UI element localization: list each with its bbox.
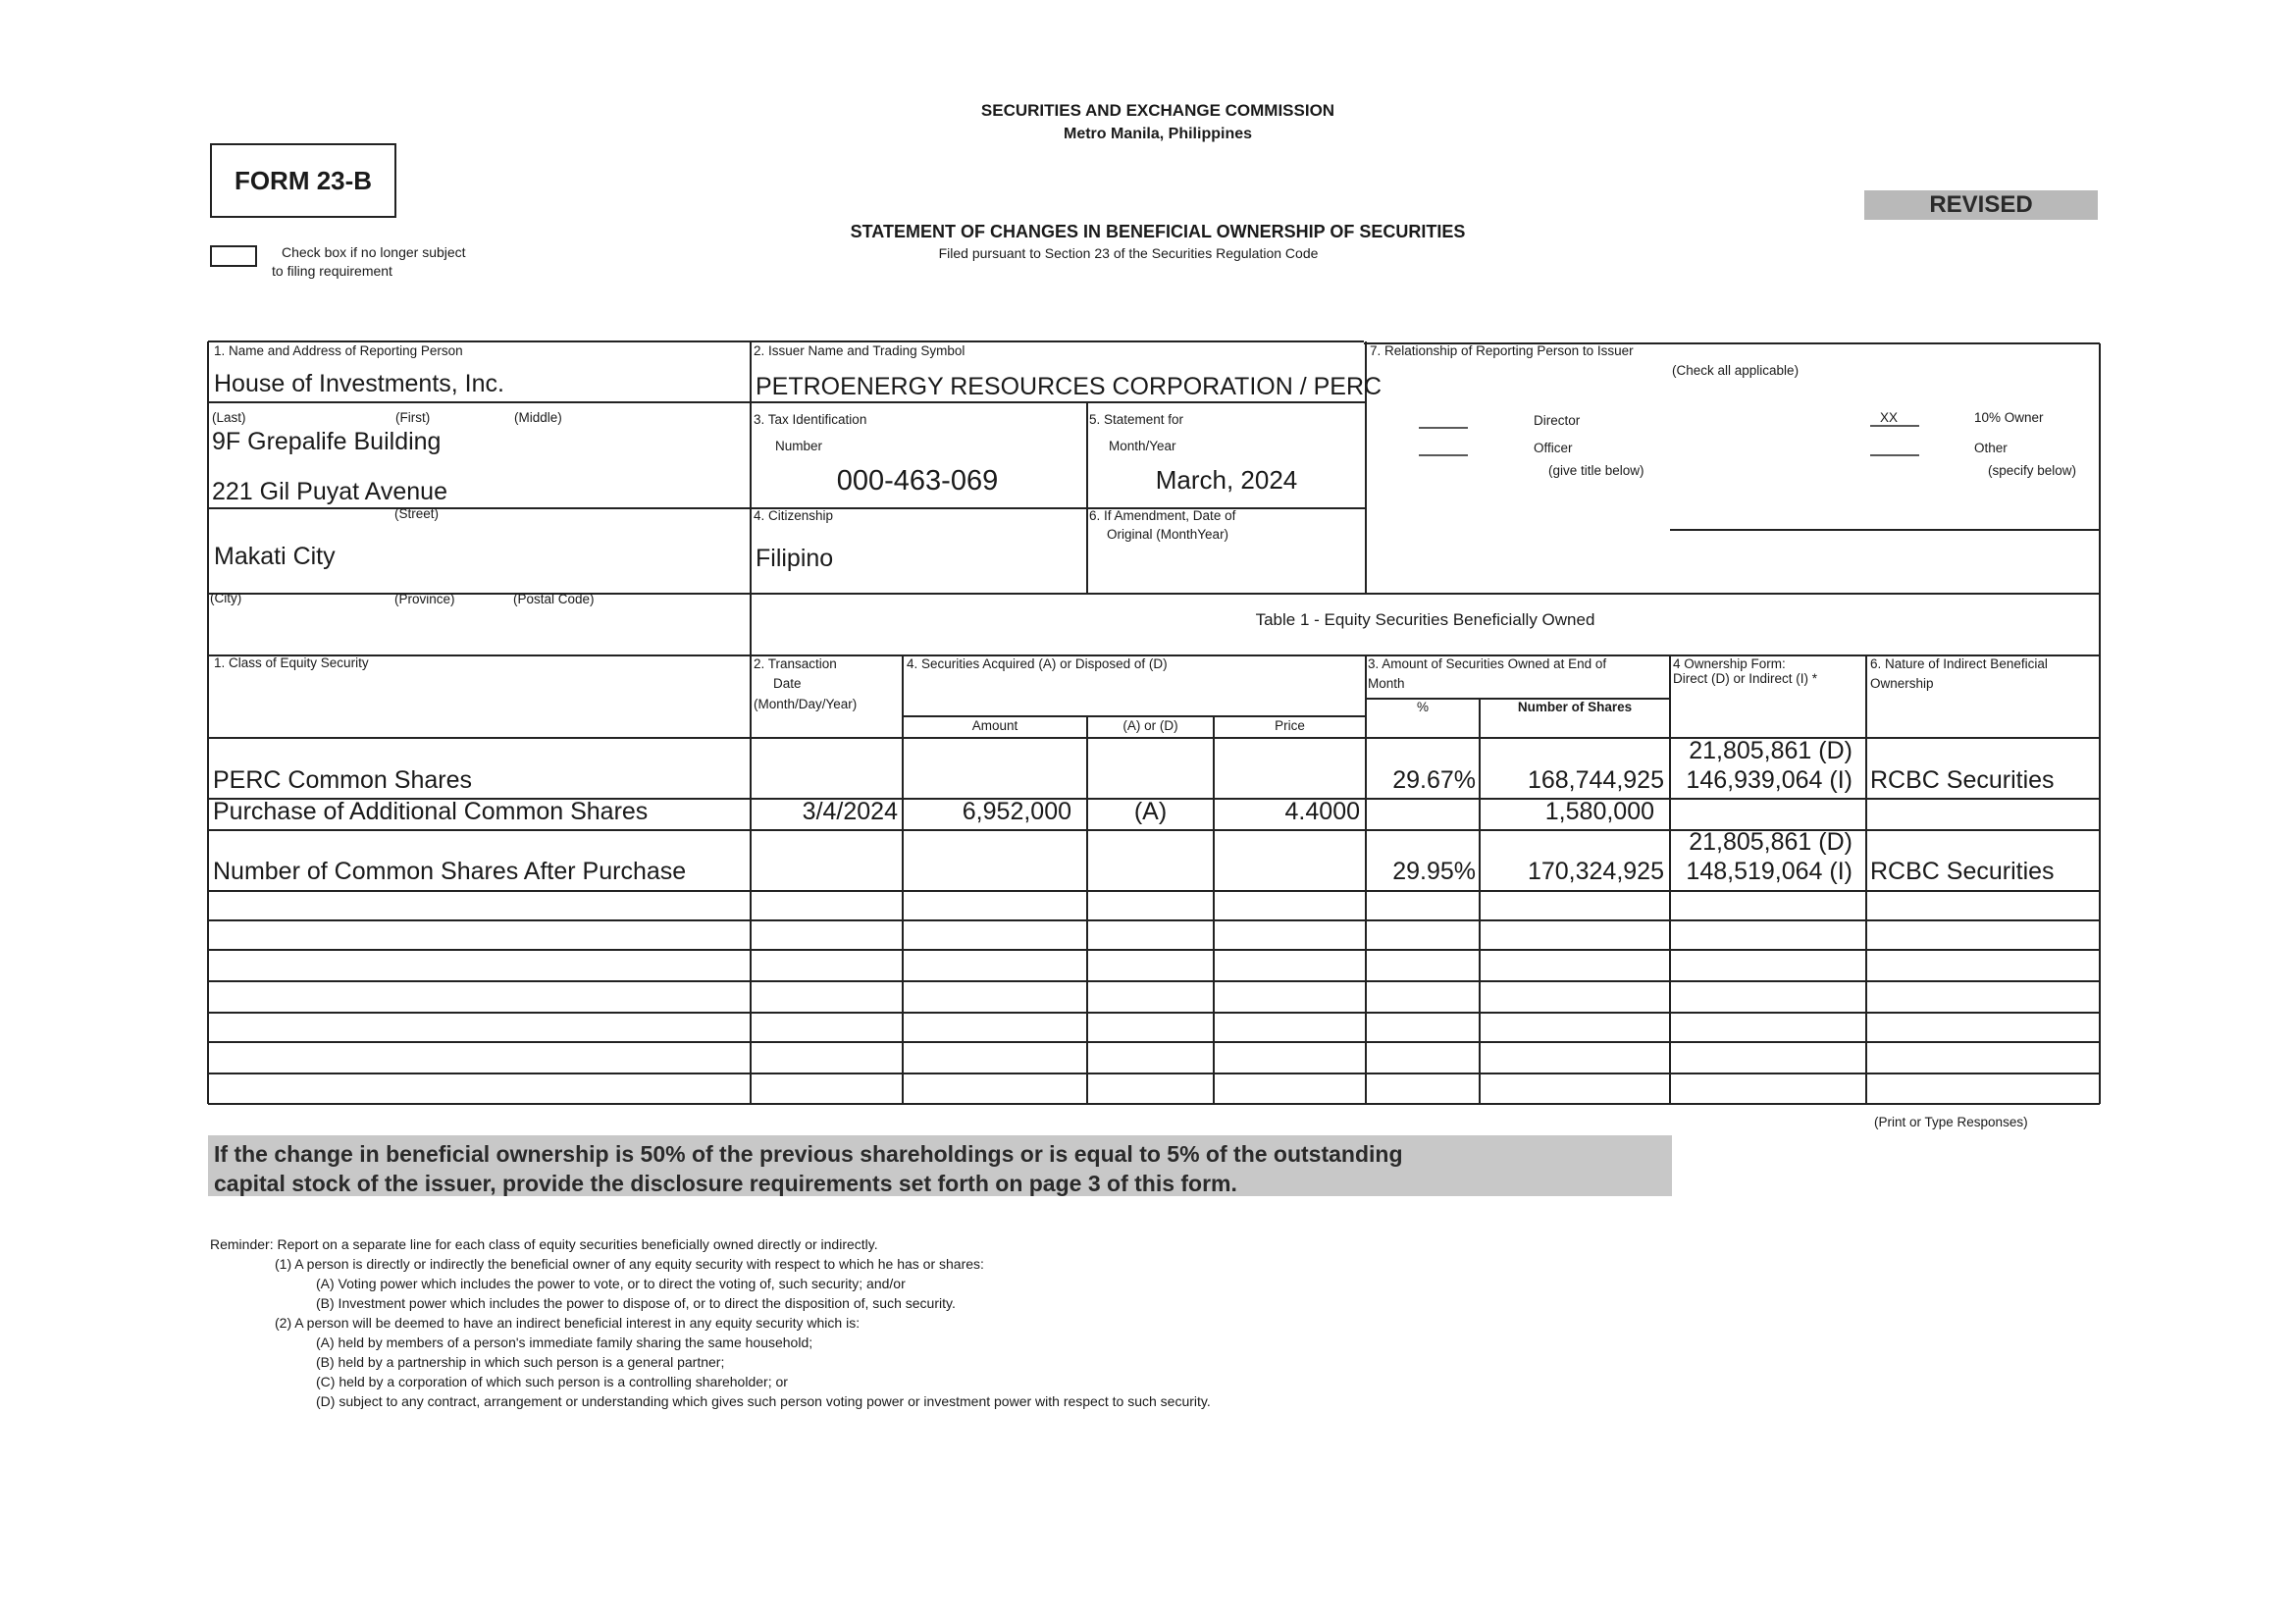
agency-location: Metro Manila, Philippines bbox=[1063, 126, 1253, 142]
officer-label: Officer bbox=[1534, 441, 1573, 455]
reminder-line: (2) A person will be deemed to have an indirect beneficial interest in any equity security which is: bbox=[275, 1315, 861, 1331]
col-date-header-2: Date bbox=[773, 676, 802, 691]
table-row-3-ownership-indirect: 148,519,064 (I) bbox=[1686, 858, 1852, 885]
col-owned-header-2: Month bbox=[1368, 676, 1405, 691]
table1-title: Table 1 - Equity Securities Beneficially Owned bbox=[1255, 610, 1595, 629]
reminder-line: (B) Investment power which includes the power to dispose of, or to direct the disposition of, such security. bbox=[316, 1295, 956, 1311]
col-acquired-header: 4. Securities Acquired (A) or Disposed of (D) bbox=[907, 656, 1168, 671]
revised-badge: REVISED bbox=[1864, 190, 2098, 220]
checkbox-label-2: to filing requirement bbox=[272, 263, 392, 279]
address-line-2: 221 Gil Puyat Avenue bbox=[212, 478, 447, 505]
reminder-line: (B) held by a partnership in which such person is a general partner; bbox=[316, 1354, 725, 1370]
table-row-1-nature: RCBC Securities bbox=[1870, 766, 2055, 794]
col-date-header-3: (Month/Day/Year) bbox=[754, 697, 858, 711]
table-row-3-nature: RCBC Securities bbox=[1870, 858, 2055, 885]
reporting-person-label: 1. Name and Address of Reporting Person bbox=[214, 343, 463, 358]
table-row-1-class: PERC Common Shares bbox=[213, 766, 472, 794]
print-note: (Print or Type Responses) bbox=[1874, 1115, 2028, 1129]
ten-percent-owner-mark: XX bbox=[1880, 410, 1899, 425]
form-title: STATEMENT OF CHANGES IN BENEFICIAL OWNERSHIP OF SECURITIES bbox=[850, 222, 1466, 241]
col-percent-header: % bbox=[1416, 700, 1429, 714]
reminder-line: (1) A person is directly or indirectly the beneficial owner of any equity security with respect to which he has or shares: bbox=[275, 1256, 984, 1272]
reminder-line: (A) Voting power which includes the power to vote, or to direct the voting of, such security; and/or bbox=[316, 1276, 906, 1291]
ten-percent-owner-label: 10% Owner bbox=[1974, 410, 2044, 425]
reminder-line: Reminder: Report on a separate line for each class of equity securities beneficially owned directly or indirectly. bbox=[210, 1236, 878, 1252]
relationship-label: 7. Relationship of Reporting Person to Issuer bbox=[1370, 343, 1634, 358]
middle-label: (Middle) bbox=[514, 410, 562, 425]
citizenship-value: Filipino bbox=[756, 545, 834, 572]
disclosure-banner bbox=[208, 1135, 1672, 1196]
table-row-3-ownership-direct: 21,805,861 (D) bbox=[1689, 828, 1852, 856]
table-row-2-aord: (A) bbox=[1133, 798, 1168, 825]
tin-label-1: 3. Tax Identification bbox=[754, 412, 867, 427]
amendment-label-1: 6. If Amendment, Date of bbox=[1089, 508, 1236, 523]
table-row-1-percent: 29.67% bbox=[1392, 766, 1476, 794]
specify-label: (specify below) bbox=[1988, 463, 2077, 478]
col-amount-header: Amount bbox=[971, 718, 1018, 733]
col-owned-header-1: 3. Amount of Securities Owned at End of bbox=[1368, 656, 1607, 671]
statement-for-value: March, 2024 bbox=[1155, 465, 1298, 495]
table-row-2-price: 4.4000 bbox=[1284, 798, 1360, 825]
province-label: (Province) bbox=[394, 592, 455, 606]
col-class-header: 1. Class of Equity Security bbox=[214, 655, 369, 670]
banner-line-2: capital stock of the issuer, provide the disclosure requirements set forth on page 3 of this form. bbox=[214, 1171, 1237, 1196]
reminder-line: (D) subject to any contract, arrangement or understanding which gives such person voting power or investment power with respect to such security. bbox=[316, 1393, 1211, 1409]
col-shares-header: Number of Shares bbox=[1517, 700, 1633, 714]
check-all-label: (Check all applicable) bbox=[1672, 363, 1800, 378]
form-label: FORM 23-B bbox=[210, 143, 396, 218]
table-row-3-percent: 29.95% bbox=[1392, 858, 1476, 885]
table-row-3-class: Number of Common Shares After Purchase bbox=[213, 858, 687, 885]
col-date-header-1: 2. Transaction bbox=[754, 656, 837, 671]
address-line-1: 9F Grepalife Building bbox=[212, 428, 442, 455]
agency-name: SECURITIES AND EXCHANGE COMMISSION bbox=[980, 101, 1335, 120]
col-nature-header-2: Ownership bbox=[1870, 676, 1934, 691]
city-value: Makati City bbox=[214, 543, 336, 570]
amendment-label-2: Original (MonthYear) bbox=[1107, 527, 1229, 542]
last-label: (Last) bbox=[212, 410, 246, 425]
reporting-person-name: House of Investments, Inc. bbox=[214, 370, 504, 397]
col-ownership-form-header-2: Direct (D) or Indirect (I) * bbox=[1673, 671, 1818, 686]
reminder-line: (C) held by a corporation of which such person is a controlling shareholder; or bbox=[316, 1374, 788, 1389]
table-row-1-ownership-indirect: 146,939,064 (I) bbox=[1686, 766, 1852, 794]
postal-code-label: (Postal Code) bbox=[513, 592, 595, 606]
col-ownership-form-header-1: 4 Ownership Form: bbox=[1673, 656, 1786, 671]
table-row-2-shares: 1,580,000 bbox=[1544, 798, 1654, 825]
form-subtitle: Filed pursuant to Section 23 of the Securities Regulation Code bbox=[938, 245, 1319, 261]
citizenship-label: 4. Citizenship bbox=[754, 508, 834, 523]
city-label: (City) bbox=[210, 591, 242, 605]
give-title-label: (give title below) bbox=[1548, 463, 1644, 478]
reminder-line: (A) held by members of a person's immediate family sharing the same household; bbox=[316, 1335, 813, 1350]
table-row-1-ownership-direct: 21,805,861 (D) bbox=[1689, 737, 1852, 764]
issuer-value: PETROENERGY RESOURCES CORPORATION / PERC bbox=[756, 373, 1383, 400]
table-row-1-shares: 168,744,925 bbox=[1527, 766, 1664, 794]
issuer-label: 2. Issuer Name and Trading Symbol bbox=[754, 343, 965, 358]
first-label: (First) bbox=[395, 410, 431, 425]
statement-for-label-1: 5. Statement for bbox=[1089, 412, 1184, 427]
tin-label-2: Number bbox=[775, 439, 823, 453]
tin-value: 000-463-069 bbox=[836, 465, 999, 497]
street-label: (Street) bbox=[394, 506, 440, 521]
reminder-block bbox=[210, 1234, 1682, 1411]
director-label: Director bbox=[1534, 413, 1581, 428]
col-price-header: Price bbox=[1275, 718, 1305, 733]
checkbox-label-1: Check box if no longer subject bbox=[282, 244, 466, 260]
other-label: Other bbox=[1974, 441, 2008, 455]
table-row-2-class: Purchase of Additional Common Shares bbox=[213, 798, 649, 825]
table-row-2-amount: 6,952,000 bbox=[962, 798, 1071, 825]
table-row-2-date: 3/4/2024 bbox=[802, 798, 898, 825]
col-nature-header-1: 6. Nature of Indirect Beneficial bbox=[1870, 656, 2048, 671]
statement-for-label-2: Month/Year bbox=[1109, 439, 1176, 453]
table-row-3-shares: 170,324,925 bbox=[1527, 858, 1664, 885]
banner-line-1: If the change in beneficial ownership is 50% of the previous shareholdings or is equal to 5% of the outstanding bbox=[214, 1141, 1403, 1167]
col-aord-header: (A) or (D) bbox=[1122, 718, 1178, 733]
